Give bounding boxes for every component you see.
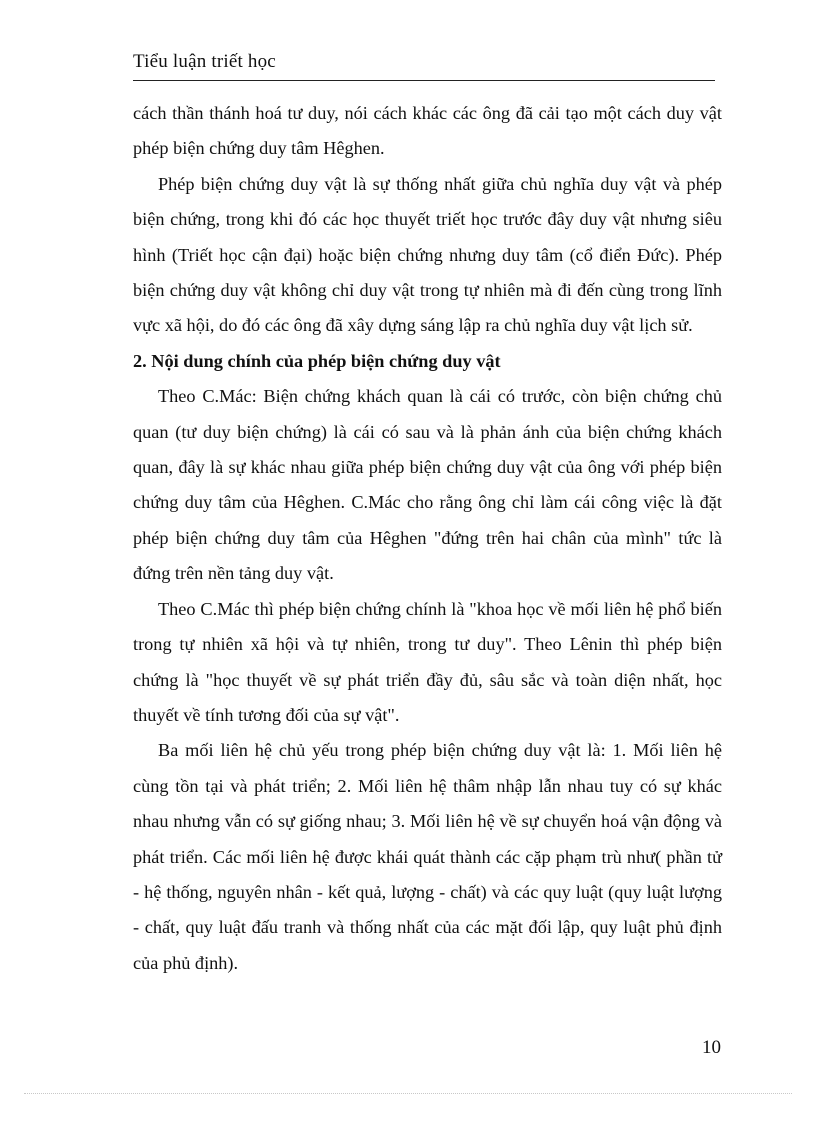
paragraph-continuation: cách thần thánh hoá tư duy, nói cách khác các ông đã cải tạo một cách duy vật phép biện chứng duy tâm Hêghen. <box>133 103 722 159</box>
page-number: 10 <box>702 1037 721 1058</box>
footer-dotted-line <box>24 1093 792 1094</box>
paragraph-three-relations: Ba mối liên hệ chủ yếu trong phép biện chứng duy vật là: 1. Mối liên hệ cùng tồn tại và phát triển; 2. Mối liên hệ thâm nhập lẫn nhau tuy có sự khác nhau nhưng vẫn có sự giống nhau; 3. Mối liên hệ về sự chuyển hoá vận động và phát triển. Các mối liên hệ được khái quát thành các cặp phạm trù như( phần tử - hệ thống, nguyên nhân - kết quả, lượng - chất) và các quy luật (quy luật lượng - chất, quy luật đấu tranh và thống nhất của các mặt đối lập, quy luật phủ định của phủ định). <box>133 740 722 973</box>
header-divider <box>133 80 715 81</box>
paragraph-marx-lenin-definition: Theo C.Mác thì phép biện chứng chính là "khoa học về mối liên hệ phổ biến trong tự nhiên xã hội và tự nhiên, trong tư duy". Theo Lênin thì phép biện chứng là "học thuyết về sự phát triển đầy đủ, sâu sắc và toàn diện nhất, học thuyết về tính tương đối của sự vật". <box>133 598 722 725</box>
paragraph-marx-objective-dialectics: Theo C.Mác: Biện chứng khách quan là cái có trước, còn biện chứng chủ quan (tư duy biện chứng) là cái có sau và là phản ánh của biện chứng khách quan, đây là sự khác nhau giữa phép biện chứng duy vật của ông với phép biện chứng duy tâm của Hêghen. C.Mác cho rằng ông chỉ làm cái công việc là đặt phép biện chứng duy tâm của Hêghen "đứng trên hai chân của mình" tức là đứng trên nền tảng duy vật. <box>133 386 722 584</box>
page-body <box>133 96 722 981</box>
section-heading: 2. Nội dung chính của phép biện chứng duy vật <box>133 350 501 371</box>
paragraph-dialectical-materialism: Phép biện chứng duy vật là sự thống nhất giữa chủ nghĩa duy vật và phép biện chứng, trong khi đó các học thuyết triết học trước đây duy vật nhưng siêu hình (Triết học cận đại) hoặc biện chứng nhưng duy tâm (cổ điển Đức). Phép biện chứng duy vật không chỉ duy vật trong tự nhiên mà đi đến cùng trong lĩnh vực xã hội, do đó các ông đã xây dựng sáng lập ra chủ nghĩa duy vật lịch sử. <box>133 173 722 336</box>
running-header-title: Tiểu luận triết học <box>133 51 276 72</box>
